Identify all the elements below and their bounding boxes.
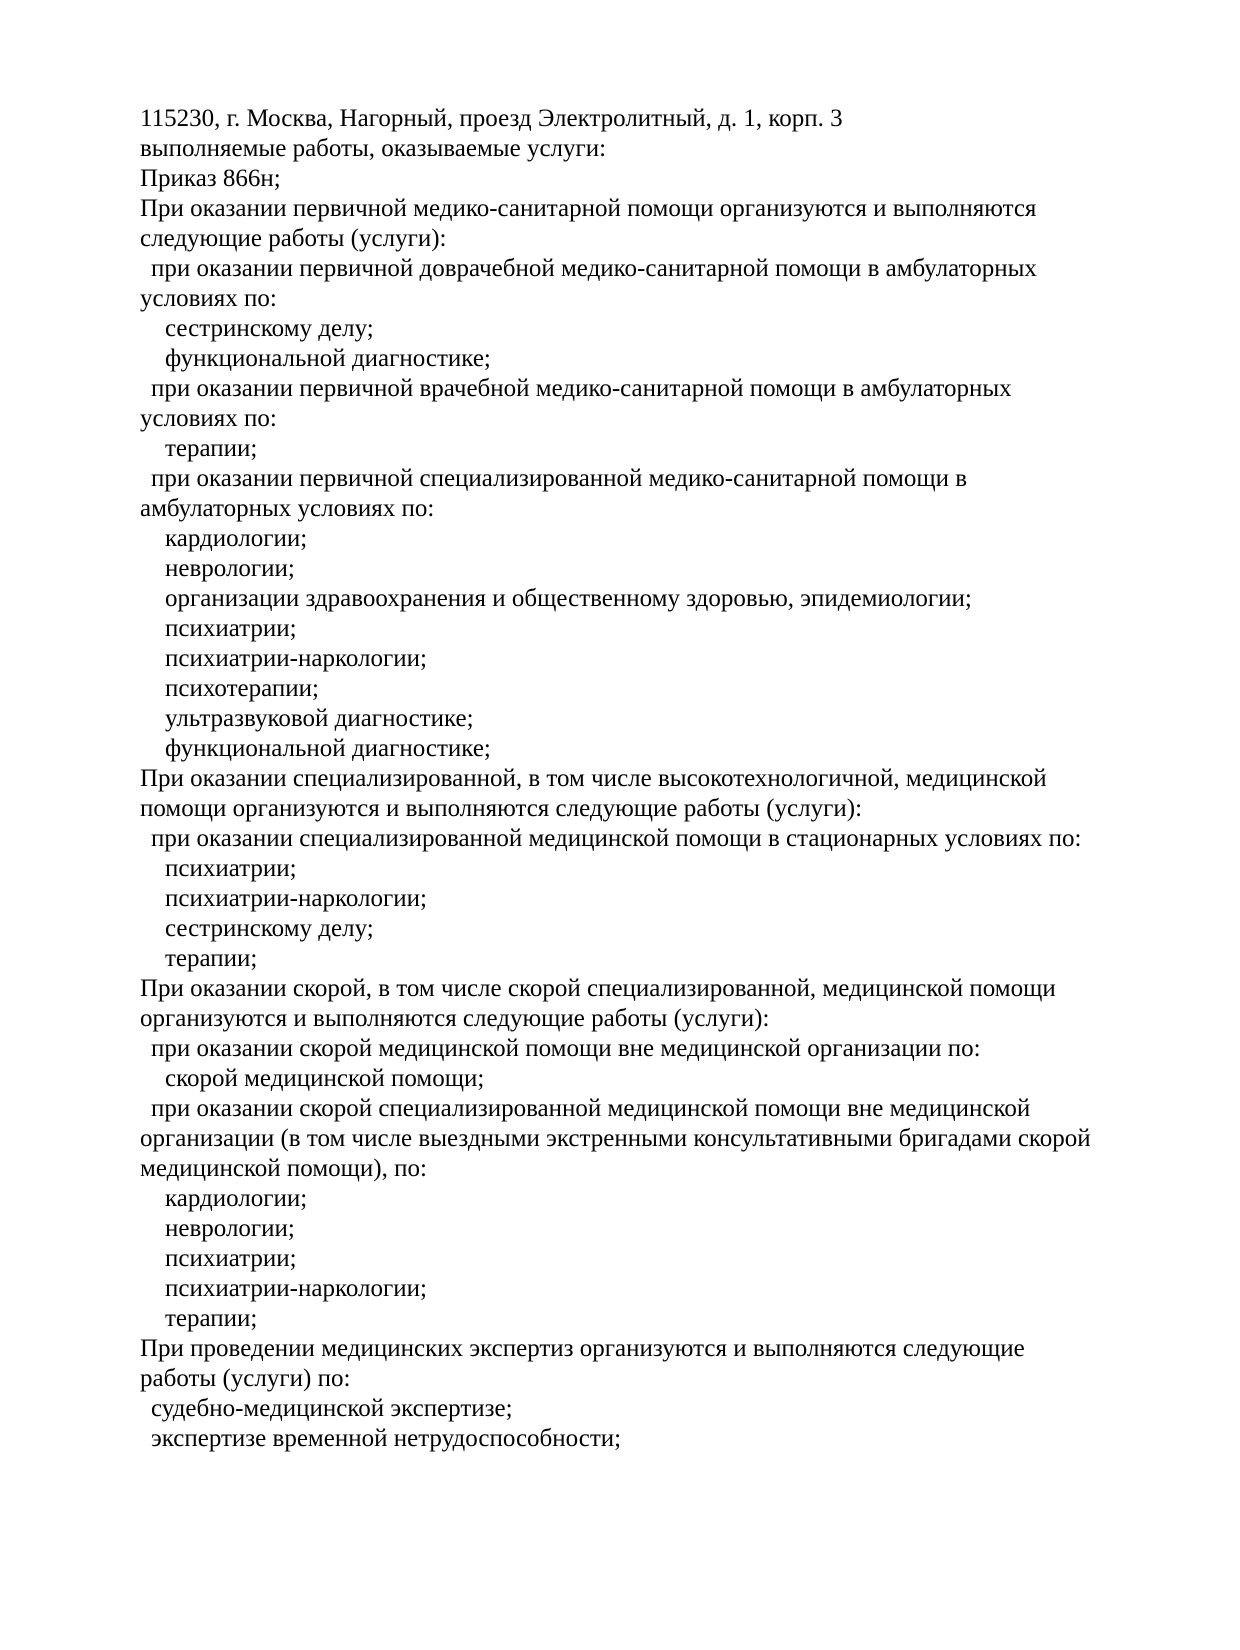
text-line: Приказ 866н; (140, 165, 281, 192)
text-line: функциональной диагностике; (165, 345, 491, 372)
text-line: При проведении медицинских экспертиз организуются и выполняются следующие работы (услуги) по: (140, 1335, 1025, 1392)
text-line: психиатрии; (165, 615, 297, 642)
text-line: кардиологии; (165, 525, 308, 552)
text-line: функциональной диагностике; (165, 735, 491, 762)
text-line: психиатрии; (165, 1245, 297, 1272)
text-line: при оказании специализированной медицинской помощи в стационарных условиях по: (151, 825, 1082, 852)
text-line: 115230, г. Москва, Нагорный, проезд Электролитный, д. 1, корп. 3 (140, 105, 843, 132)
text-line: неврологии; (165, 1215, 295, 1242)
text-line: При оказании первичной медико-санитарной помощи организуются и выполняются следующие работы (услуги): (140, 195, 1037, 252)
text-line: терапии; (165, 945, 258, 972)
text-line: психиатрии-наркологии; (165, 645, 427, 672)
text-line: при оказании первичной врачебной медико-санитарной помощи в амбулаторных условиях по: (140, 375, 1012, 432)
text-line: психотерапии; (165, 675, 319, 702)
text-line: кардиологии; (165, 1185, 308, 1212)
text-line: скорой медицинской помощи; (165, 1065, 485, 1092)
document-text-block (140, 104, 1107, 1454)
text-line: психиатрии-наркологии; (165, 885, 427, 912)
text-line: психиатрии; (165, 855, 297, 882)
text-line: при оказании скорой специализированной медицинской помощи вне медицинской организации (в том числе выездными экстренными консультативными бригадами скорой медицинской помощи), по: (140, 1095, 1091, 1182)
text-line: терапии; (165, 435, 258, 462)
text-line: ультразвуковой диагностике; (165, 705, 474, 732)
text-line: неврологии; (165, 555, 295, 582)
text-line: при оказании первичной доврачебной медико-санитарной помощи в амбулаторных условиях по: (140, 255, 1037, 312)
text-line: выполняемые работы, оказываемые услуги: (140, 135, 607, 162)
text-line: при оказании первичной специализированной медико-санитарной помощи в амбулаторных условиях по: (140, 465, 968, 522)
text-line: При оказании специализированной, в том числе высокотехнологичной, медицинской помощи организуются и выполняются следующие работы (услуги): (140, 765, 1047, 822)
text-line: судебно-медицинской экспертизе; (151, 1395, 513, 1422)
text-line: сестринскому делу; (165, 315, 374, 342)
text-line: терапии; (165, 1305, 258, 1332)
text-line: экспертизе временной нетрудоспособности; (151, 1425, 622, 1452)
text-line: При оказании скорой, в том числе скорой специализированной, медицинской помощи организуются и выполняются следующие работы (услуги): (140, 975, 1056, 1032)
text-line: организации здравоохранения и общественному здоровью, эпидемиологии; (165, 585, 972, 612)
text-line: сестринскому делу; (165, 915, 374, 942)
text-line: при оказании скорой медицинской помощи вне медицинской организации по: (151, 1035, 981, 1062)
text-line: психиатрии-наркологии; (165, 1275, 427, 1302)
